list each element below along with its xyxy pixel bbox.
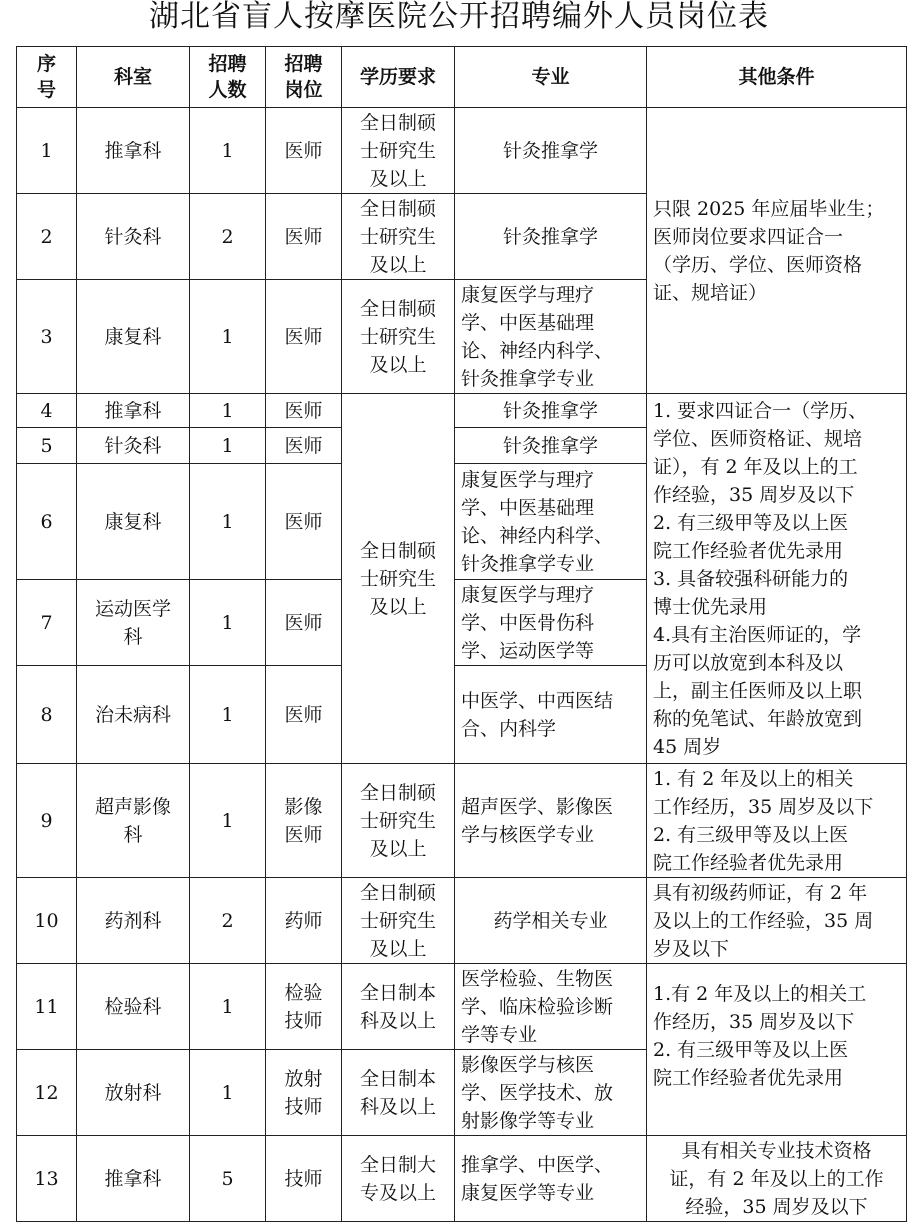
cell-other: 1. 有 2 年及以上的相关 工作经历，35 周岁及以下 2. 有三级甲等及以上医 院工作经验者优先录用: [647, 764, 907, 878]
cell-major: 针灸推拿学: [455, 394, 647, 428]
cell-dept: 超声影像 科: [77, 764, 190, 878]
cell-dept: 治未病科: [77, 666, 190, 764]
cell-count: 2: [190, 878, 266, 964]
cell-post: 医师: [266, 108, 342, 194]
cell-post: 检验 技师: [266, 964, 342, 1050]
cell-other-group-b: 1. 要求四证合一（学历、 学位、医师资格证、规培 证），有 2 年及以上的工 作经验，35 周岁及以下 2. 有三级甲等及以上医 院工作经验者优先录用 3. 具备较强科研能力的 博士优先录用 4.具有主治医师证的，学 历可以放宽到本科及以 上，副主任医师及以上职 称的免笔试、年龄放宽到 45 周岁: [647, 394, 907, 764]
cell-seq: 5: [17, 428, 77, 464]
cell-edu: 全日制硕 士研究生 及以上: [342, 764, 455, 878]
cell-major: 超声医学、影像医 学与核医学专业: [455, 764, 647, 878]
table-row: [17, 764, 907, 878]
cell-count: 1: [190, 280, 266, 394]
cell-other: 具有初级药师证，有 2 年 及以上的工作经验，35 周 岁及以下: [647, 878, 907, 964]
cell-count: 1: [190, 464, 266, 580]
cell-post: 医师: [266, 194, 342, 280]
cell-major: 中医学、中西医结 合、内科学: [455, 666, 647, 764]
cell-edu: 全日制本 科及以上: [342, 964, 455, 1050]
cell-count: 1: [190, 1050, 266, 1136]
cell-major: 针灸推拿学: [455, 428, 647, 464]
cell-post: 医师: [266, 580, 342, 666]
cell-edu: 全日制硕 士研究生 及以上: [342, 280, 455, 394]
cell-other: 具有相关专业技术资格 证，有 2 年及以上的工作 经验，35 周岁及以下: [647, 1136, 907, 1222]
table-row: [17, 878, 907, 964]
header-post: 招聘 岗位: [266, 47, 342, 108]
header-dept: 科室: [77, 47, 190, 108]
cell-post: 医师: [266, 666, 342, 764]
cell-seq: 2: [17, 194, 77, 280]
cell-count: 1: [190, 108, 266, 194]
cell-seq: 7: [17, 580, 77, 666]
cell-dept: 药剂科: [77, 878, 190, 964]
cell-dept: 针灸科: [77, 428, 190, 464]
cell-seq: 1: [17, 108, 77, 194]
cell-dept: 推拿科: [77, 1136, 190, 1222]
page-title: 湖北省盲人按摩医院公开招聘编外人员岗位表: [149, 0, 769, 34]
cell-major: 康复医学与理疗 学、中医基础理 论、神经内科学、 针灸推拿学专业: [455, 464, 647, 580]
cell-dept: 针灸科: [77, 194, 190, 280]
cell-edu: 全日制硕 士研究生 及以上: [342, 108, 455, 194]
cell-major: 药学相关专业: [455, 878, 647, 964]
cell-seq: 4: [17, 394, 77, 428]
table-row: [17, 108, 907, 194]
cell-post: 医师: [266, 464, 342, 580]
cell-edu: 全日制硕 士研究生 及以上: [342, 194, 455, 280]
cell-major: 针灸推拿学: [455, 194, 647, 280]
header-major: 专业: [455, 47, 647, 108]
cell-seq: 12: [17, 1050, 77, 1136]
cell-major: 影像医学与核医 学、医学技术、放 射影像学等专业: [455, 1050, 647, 1136]
header-edu: 学历要求: [342, 47, 455, 108]
cell-count: 1: [190, 580, 266, 666]
cell-seq: 9: [17, 764, 77, 878]
cell-dept: 推拿科: [77, 394, 190, 428]
header-count: 招聘 人数: [190, 47, 266, 108]
cell-major: 康复医学与理疗 学、中医骨伤科 学、运动医学等: [455, 580, 647, 666]
header-row: [17, 47, 907, 108]
cell-other-group-c: 1.有 2 年及以上的相关工 作经历，35 周岁及以下 2. 有三级甲等及以上医 院工作经验者优先录用: [647, 964, 907, 1136]
cell-post: 药师: [266, 878, 342, 964]
cell-post: 医师: [266, 428, 342, 464]
cell-dept: 推拿科: [77, 108, 190, 194]
cell-other-group-a: 只限 2025 年应届毕业生； 医师岗位要求四证合一 （学历、学位、医师资格 证、规培证）: [647, 108, 907, 394]
cell-major: 推拿学、中医学、 康复医学等专业: [455, 1136, 647, 1222]
cell-post: 放射 技师: [266, 1050, 342, 1136]
cell-seq: 8: [17, 666, 77, 764]
cell-edu-group-b: 全日制硕 士研究生 及以上: [342, 394, 455, 764]
cell-count: 1: [190, 764, 266, 878]
table-row: [17, 964, 907, 1050]
cell-count: 2: [190, 194, 266, 280]
cell-major: 针灸推拿学: [455, 108, 647, 194]
cell-edu: 全日制大 专及以上: [342, 1136, 455, 1222]
cell-count: 1: [190, 394, 266, 428]
cell-dept: 运动医学 科: [77, 580, 190, 666]
cell-dept: 康复科: [77, 464, 190, 580]
cell-post: 技师: [266, 1136, 342, 1222]
header-other: 其他条件: [647, 47, 907, 108]
cell-dept: 放射科: [77, 1050, 190, 1136]
cell-seq: 3: [17, 280, 77, 394]
cell-seq: 10: [17, 878, 77, 964]
cell-count: 1: [190, 666, 266, 764]
cell-seq: 11: [17, 964, 77, 1050]
cell-dept: 检验科: [77, 964, 190, 1050]
cell-edu: 全日制本 科及以上: [342, 1050, 455, 1136]
cell-post: 影像 医师: [266, 764, 342, 878]
cell-dept: 康复科: [77, 280, 190, 394]
cell-edu: 全日制硕 士研究生 及以上: [342, 878, 455, 964]
cell-seq: 13: [17, 1136, 77, 1222]
recruitment-table: [16, 46, 907, 1222]
cell-post: 医师: [266, 394, 342, 428]
cell-count: 5: [190, 1136, 266, 1222]
table-row: [17, 1136, 907, 1222]
header-seq: 序 号: [17, 47, 77, 108]
cell-count: 1: [190, 964, 266, 1050]
cell-major: 医学检验、生物医 学、临床检验诊断 学等专业: [455, 964, 647, 1050]
cell-seq: 6: [17, 464, 77, 580]
cell-post: 医师: [266, 280, 342, 394]
cell-major: 康复医学与理疗 学、中医基础理 论、神经内科学、 针灸推拿学专业: [455, 280, 647, 394]
cell-count: 1: [190, 428, 266, 464]
table-row: [17, 394, 907, 428]
